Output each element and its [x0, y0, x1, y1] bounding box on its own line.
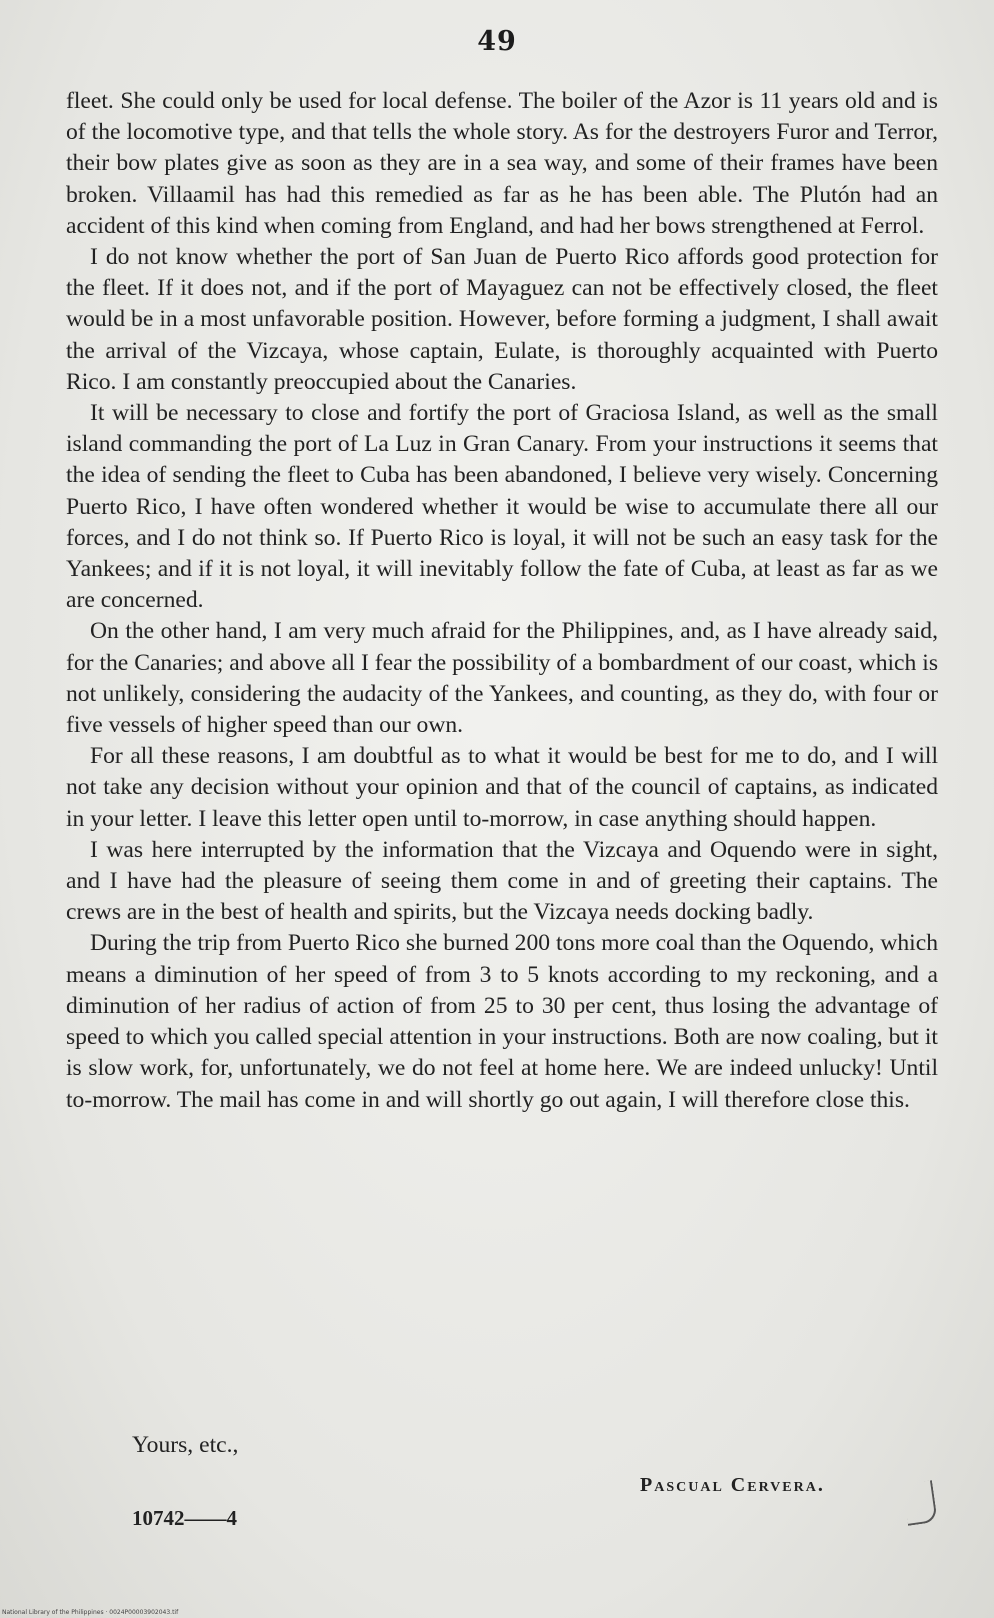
paragraph-6: I was here interrupted by the information that the Vizcaya and Oquendo were in sight, and I have had the pleasure of seeing them come in and of greeting their captains. The crews are in the best of health and spirits, but the Vizcaya needs docking badly.	[66, 836, 938, 926]
paragraph-7: During the trip from Puerto Rico she burned 200 tons more coal than the Oquendo, which means a diminution of her speed of from 3 to 5 knots according to my reckoning, and a diminution of her radius of action of from 25 to 30 per cent, thus losing the advantage of speed to which you called special attention in your instructions. Both are now coaling, but it is slow work, for, unfortunately, we do not feel at home here. We are indeed unlucky! Until to-morrow. The mail has come in and will shortly go out again, I will therefore close this.	[66, 930, 938, 1113]
signature-flourish	[902, 1480, 938, 1526]
letter-body	[66, 86, 938, 1116]
paragraph-3: It will be necessary to close and fortify the port of Graciosa Island, as well as the small island commanding the port of La Luz in Gran Canary. From your instructions it seems that the idea of sending the fleet to Cuba has been abandoned, I believe very wisely. Concerning Puerto Rico, I have often wondered whether it would be wise to accumulate there all our forces, and I do not think so. If Puerto Rico is loyal, it will not be such an easy task for the Yankees; and if it is not loyal, it will inevitably follow the fate of Cuba, at least as far as we are concerned.	[66, 400, 938, 614]
sheet-code: 10742——4	[132, 1506, 237, 1530]
signature: Pascual Cervera.	[640, 1474, 825, 1496]
closing-salutation: Yours, etc.,	[132, 1432, 239, 1458]
page-number: 49	[477, 26, 517, 57]
paragraph-5: For all these reasons, I am doubtful as to what it would be best for me to do, and I will not take any decision without your opinion and that of the council of captains, as indicated in your letter. I leave this letter open until to-morrow, in case anything should happen.	[66, 743, 938, 832]
paragraph-1: fleet. She could only be used for local defense. The boiler of the Azor is 11 years old and is of the locomotive type, and that tells the whole story. As for the destroyers Furor and Terror, their bow plates give as soon as they are in a sea way, and some of their frames have been broken. Villaamil has had this remedied as far as he has been able. The Plutón had an accident of this kind when coming from England, and had her bows strengthened at Ferrol.	[66, 88, 938, 239]
paragraph-2: I do not know whether the port of San Juan de Puerto Rico affords good protection for the fleet. If it does not, and if the port of Mayaguez can not be effectively closed, the fleet would be in a most unfavorable position. However, before forming a judgment, I shall await the arrival of the Vizcaya, whose captain, Eulate, is thoroughly acquainted with Puerto Rico. I am constantly preoccupied about the Canaries.	[66, 244, 938, 395]
paragraph-4: On the other hand, I am very much afraid for the Philippines, and, as I have already said, for the Canaries; and above all I fear the possibility of a bombardment of our coast, which is not unlikely, considering the audacity of the Yankees, and counting, as they do, with four or five vessels of higher speed than our own.	[66, 618, 938, 739]
archive-footer-note: National Library of the Philippines · 0024P00003902043.tif	[2, 1609, 179, 1616]
